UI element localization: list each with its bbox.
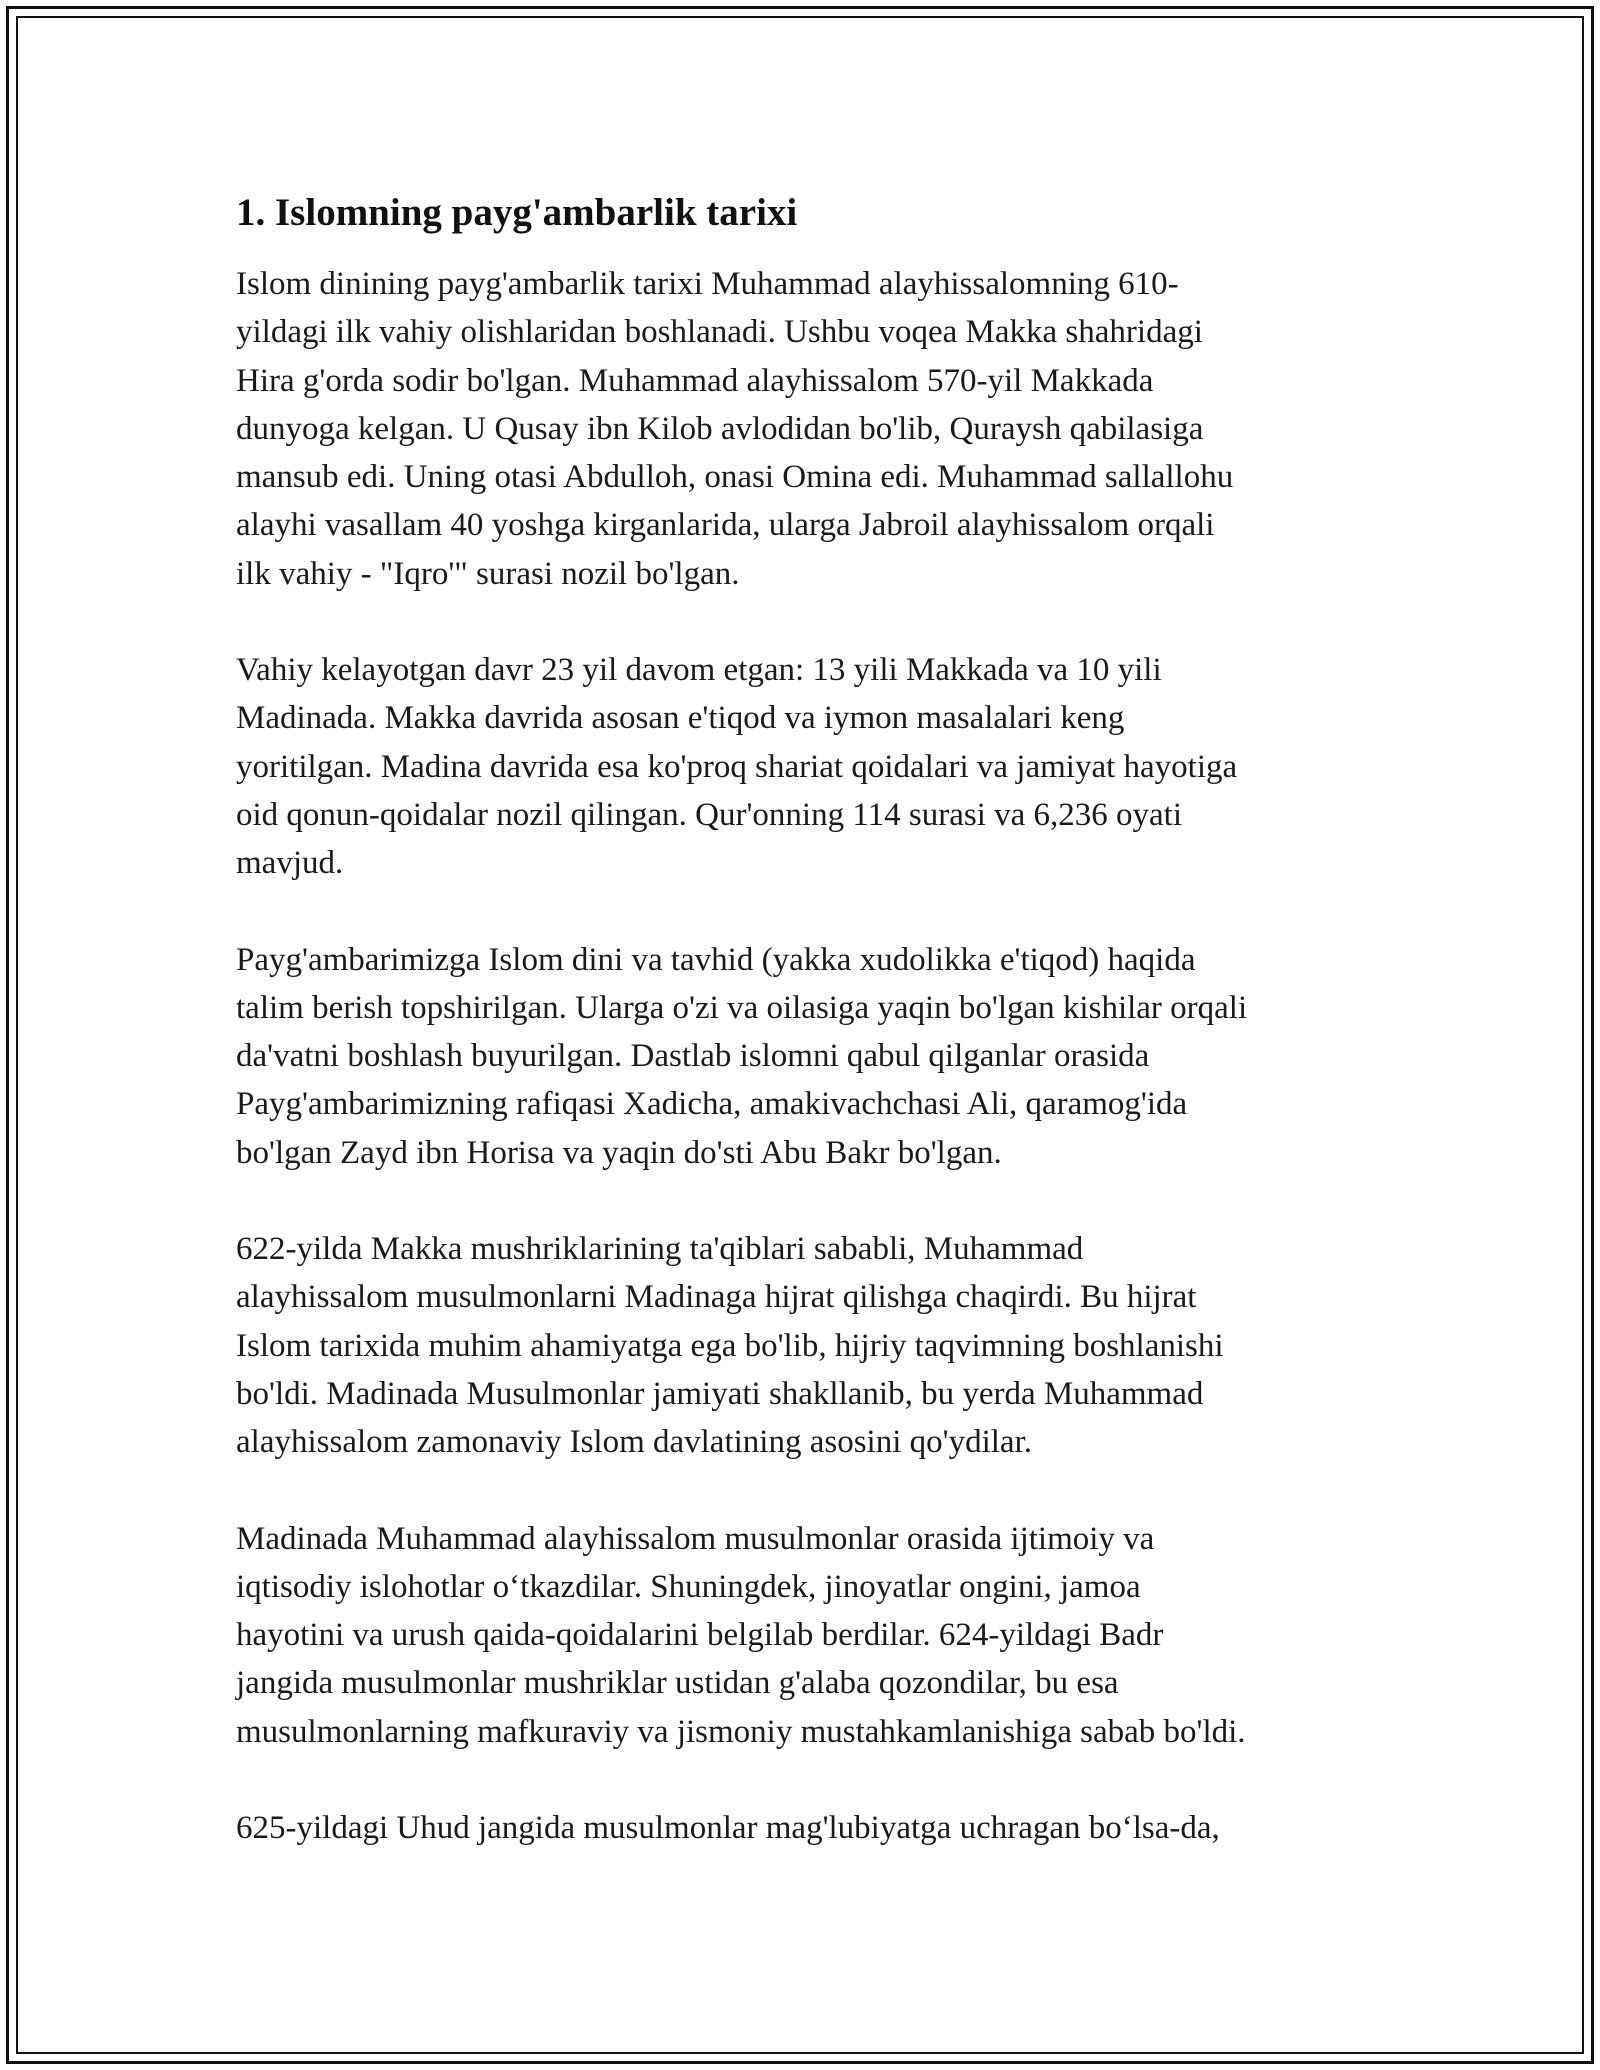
text-line: mavjud. — [236, 845, 344, 882]
text-line: Payg'ambarimizning rafiqasi Xadicha, amakivachchasi Ali, qaramog'ida — [236, 1086, 1188, 1123]
text-line: yoritilgan. Madina davrida esa ko'proq shariat qoidalari va jamiyat hayotiga — [236, 748, 1238, 785]
text-line: Islom tarixida muhim ahamiyatga ega bo'lib, hijriy taqvimning boshlanishi — [236, 1327, 1224, 1364]
paragraph-1 — [236, 260, 1376, 598]
paragraph-2 — [236, 646, 1376, 887]
paragraph-3 — [236, 936, 1376, 1177]
section-heading: 1. Islomning payg'ambarlik tarixi — [236, 191, 798, 234]
text-line: 622-yilda Makka mushriklarining ta'qiblari sababli, Muhammad — [236, 1231, 1084, 1268]
paragraph-4 — [236, 1225, 1376, 1466]
text-line: bo'lgan Zayd ibn Horisa va yaqin do'sti Abu Bakr bo'lgan. — [236, 1134, 1002, 1171]
text-line: ilk vahiy - "Iqro'" surasi nozil bo'lgan. — [236, 555, 740, 592]
text-line: musulmonlarning mafkuraviy va jismoniy mustahkamlanishiga sabab bo'ldi. — [236, 1713, 1246, 1750]
text-line: alayhi vasallam 40 yoshga kirganlarida, ularga Jabroil alayhissalom orqali — [236, 507, 1215, 544]
paragraph-5 — [236, 1515, 1376, 1756]
text-line: Payg'ambarimizga Islom dini va tavhid (yakka xudolikka e'tiqod) haqida — [236, 941, 1196, 978]
text-line: bo'ldi. Madinada Musulmonlar jamiyati shakllanib, bu yerda Muhammad — [236, 1375, 1204, 1412]
text-line: iqtisodiy islohotlar o‘tkazdilar. Shuningdek, jinoyatlar ongini, jamoa — [236, 1568, 1141, 1605]
text-line: dunyoga kelgan. U Qusay ibn Kilob avlodidan bo'lib, Quraysh qabilasiga — [236, 410, 1204, 447]
text-line: hayotini va urush qaida-qoidalarini belgilab berdilar. 624-yildagi Badr — [236, 1617, 1164, 1654]
text-line: da'vatni boshlash buyurilgan. Dastlab islomni qabul qilganlar orasida — [236, 1038, 1150, 1075]
text-line: jangida musulmonlar mushriklar ustidan g'alaba qozondilar, bu esa — [236, 1665, 1119, 1702]
text-line: 625-yildagi Uhud jangida musulmonlar mag'lubiyatga uchragan bo‘lsa-da, — [236, 1810, 1220, 1847]
text-line: alayhissalom zamonaviy Islom davlatining asosini qo'ydilar. — [236, 1424, 1032, 1461]
text-line: mansub edi. Uning otasi Abdulloh, onasi Omina edi. Muhammad sallallohu — [236, 459, 1234, 496]
text-line: Madinada. Makka davrida asosan e'tiqod va iymon masalalari keng — [236, 700, 1125, 737]
text-line: Hira g'orda sodir bo'lgan. Muhammad alayhissalom 570-yil Makkada — [236, 362, 1154, 399]
text-line: Madinada Muhammad alayhissalom musulmonlar orasida ijtimoiy va — [236, 1520, 1155, 1557]
text-line: Vahiy kelayotgan davr 23 yil davom etgan: 13 yili Makkada va 10 yili — [236, 652, 1162, 689]
paragraph-6 — [236, 1804, 1376, 1852]
text-line: talim berish topshirilgan. Ularga o'zi va oilasiga yaqin bo'lgan kishilar orqali — [236, 989, 1248, 1026]
document-body — [236, 188, 1376, 1900]
text-line: oid qonun-qoidalar nozil qilingan. Qur'onning 114 surasi va 6,236 oyati — [236, 796, 1182, 833]
text-line: alayhissalom musulmonlarni Madinaga hijrat qilishga chaqirdi. Bu hijrat — [236, 1279, 1197, 1316]
text-line: Islom dinining payg'ambarlik tarixi Muhammad alayhissalomning 610- — [236, 266, 1179, 302]
text-line: yildagi ilk vahiy olishlaridan boshlanadi. Ushbu voqea Makka shahridagi — [236, 314, 1203, 351]
